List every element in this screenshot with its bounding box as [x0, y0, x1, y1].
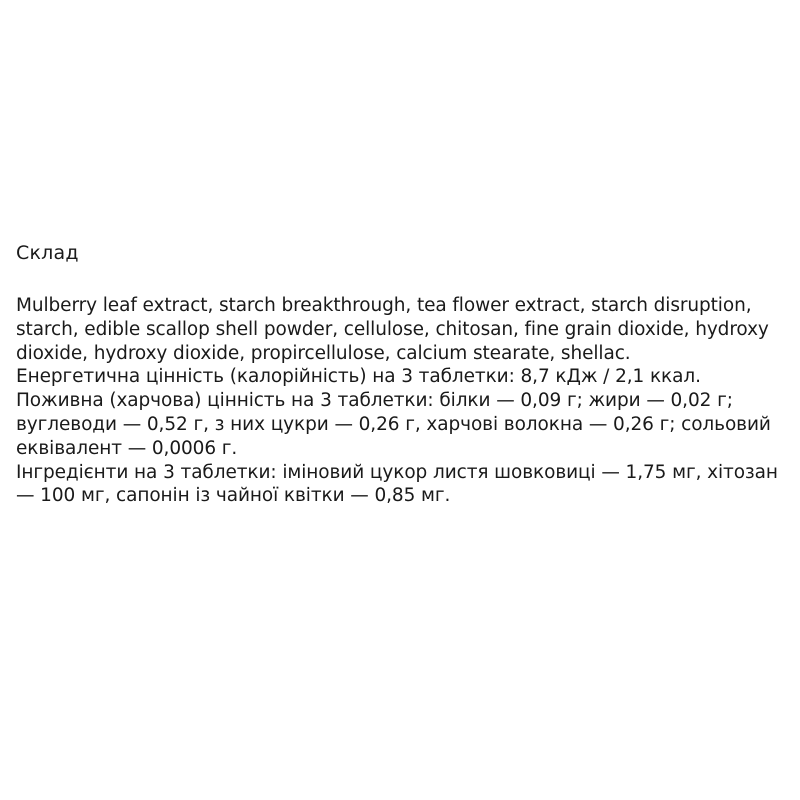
text-line: Поживна (харчова) цінність на 3 таблетки: білки — 0,09 г; жири — 0,02 г;: [16, 390, 733, 412]
composition-section: [16, 240, 786, 508]
text-line: Mulberry leaf extract, starch breakthrough, tea flower extract, starch disruption,: [16, 295, 752, 316]
text-line: dioxide, hydroxy dioxide, propircellulose, calcium stearate, shellac.: [16, 342, 631, 364]
text-line: — 100 мг, сапонін із чайної квітки — 0,85 мг.: [16, 485, 451, 507]
section-title: Склад: [16, 242, 79, 264]
text-line: еквівалент — 0,0006 г.: [16, 437, 238, 459]
text-line: вуглеводи — 0,52 г, з них цукри — 0,26 г, харчові волокна — 0,26 г; сольовий: [16, 413, 771, 435]
text-line: starch, edible scallop shell powder, cellulose, chitosan, fine grain dioxide, hydroxy: [16, 318, 769, 340]
composition-text: [16, 294, 786, 508]
text-line: Інгредієнти на 3 таблетки: іміновий цукор листя шовковиці — 1,75 мг, хітозан: [16, 461, 778, 483]
text-line: Енергетична цінність (калорійність) на 3 таблетки: 8,7 кДж / 2,1 ккал.: [16, 366, 701, 388]
